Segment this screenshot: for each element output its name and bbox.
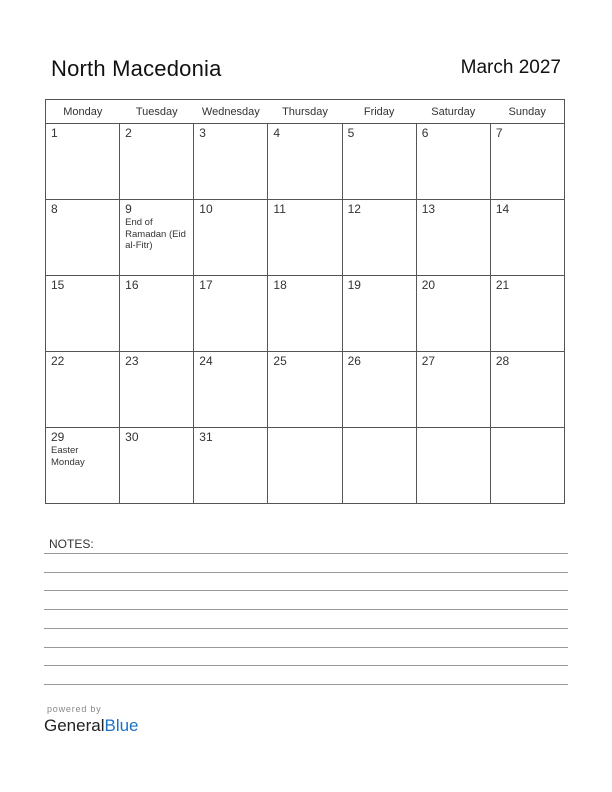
note-line bbox=[44, 572, 568, 573]
day-number: 5 bbox=[347, 126, 355, 140]
day-cell bbox=[46, 352, 120, 428]
day-number: 15 bbox=[51, 278, 65, 292]
day-number: 12 bbox=[347, 202, 361, 216]
day-cell bbox=[342, 428, 416, 504]
day-number: 19 bbox=[347, 278, 361, 292]
day-number: 6 bbox=[421, 126, 429, 140]
day-number: 30 bbox=[125, 430, 139, 444]
day-number: 14 bbox=[495, 202, 510, 216]
day-cell bbox=[120, 352, 194, 428]
day-cell bbox=[268, 428, 342, 504]
day-cell bbox=[120, 124, 194, 200]
week-row bbox=[46, 200, 565, 276]
day-number: 7 bbox=[495, 126, 503, 140]
weekday-header: Wednesday bbox=[194, 100, 268, 124]
day-number: 11 bbox=[273, 202, 286, 216]
weekday-header: Friday bbox=[342, 100, 416, 124]
brand-name-blue: Blue bbox=[104, 716, 139, 735]
day-number: 31 bbox=[199, 430, 213, 444]
day-number: 29 bbox=[51, 430, 65, 444]
day-number: 1 bbox=[51, 126, 58, 140]
note-line bbox=[44, 647, 568, 648]
calendar-month-title: March 2027 bbox=[460, 57, 561, 78]
generalblue-logo bbox=[44, 716, 139, 736]
day-cell bbox=[268, 276, 342, 352]
day-cell bbox=[416, 276, 490, 352]
day-number: 8 bbox=[51, 202, 58, 216]
brand-name-general: General bbox=[44, 716, 105, 735]
day-cell bbox=[416, 352, 490, 428]
week-row bbox=[46, 124, 565, 200]
powered-by-text: powered by bbox=[47, 704, 102, 714]
day-cell bbox=[342, 200, 416, 276]
note-line bbox=[44, 628, 568, 629]
note-line bbox=[44, 553, 568, 554]
day-cell bbox=[120, 276, 194, 352]
day-number: 24 bbox=[199, 354, 213, 368]
day-cell bbox=[416, 200, 490, 276]
day-number: 10 bbox=[199, 202, 213, 216]
day-number: 2 bbox=[125, 126, 132, 140]
week-row bbox=[46, 428, 565, 504]
day-cell bbox=[194, 428, 268, 504]
day-cell bbox=[490, 200, 564, 276]
day-cell bbox=[46, 428, 120, 504]
day-cell bbox=[490, 428, 564, 504]
day-number: 22 bbox=[51, 354, 65, 368]
day-number: 16 bbox=[125, 278, 139, 292]
day-number: 18 bbox=[273, 278, 287, 292]
day-cell bbox=[342, 124, 416, 200]
note-line bbox=[44, 590, 568, 591]
day-number: 13 bbox=[421, 202, 436, 216]
weekday-header: Tuesday bbox=[120, 100, 194, 124]
weekday-header: Sunday bbox=[490, 100, 564, 124]
day-number: 9 bbox=[125, 202, 132, 216]
day-cell bbox=[46, 276, 120, 352]
day-cell bbox=[268, 352, 342, 428]
day-cell bbox=[416, 428, 490, 504]
note-line bbox=[44, 609, 568, 610]
day-cell bbox=[194, 124, 268, 200]
day-number: 25 bbox=[273, 354, 287, 368]
day-cell bbox=[194, 276, 268, 352]
month-calendar-grid bbox=[45, 99, 565, 504]
weekday-header: Thursday bbox=[268, 100, 342, 124]
day-number: 23 bbox=[125, 354, 139, 368]
day-cell bbox=[194, 200, 268, 276]
day-number: 27 bbox=[421, 354, 436, 368]
day-number: 3 bbox=[199, 126, 206, 140]
day-cell bbox=[342, 352, 416, 428]
day-cell bbox=[120, 200, 194, 276]
day-cell bbox=[268, 124, 342, 200]
day-cell bbox=[342, 276, 416, 352]
day-cell bbox=[194, 352, 268, 428]
holiday-label: Easter Monday bbox=[51, 445, 85, 468]
note-line bbox=[44, 684, 568, 685]
day-cell bbox=[490, 352, 564, 428]
day-cell bbox=[46, 200, 120, 276]
day-number: 21 bbox=[495, 278, 510, 292]
day-number: 28 bbox=[495, 354, 510, 368]
week-row bbox=[46, 352, 565, 428]
day-number: 26 bbox=[347, 354, 361, 368]
week-row bbox=[46, 276, 565, 352]
day-cell bbox=[416, 124, 490, 200]
day-number: 4 bbox=[273, 126, 281, 140]
day-number: 20 bbox=[421, 278, 436, 292]
notes-label: NOTES: bbox=[49, 537, 94, 551]
weekday-header: Monday bbox=[46, 100, 120, 124]
day-cell bbox=[490, 276, 564, 352]
day-cell bbox=[46, 124, 120, 200]
day-number: 17 bbox=[199, 278, 213, 292]
note-line bbox=[44, 665, 568, 666]
day-cell bbox=[268, 200, 342, 276]
day-cell bbox=[120, 428, 194, 504]
day-cell bbox=[490, 124, 564, 200]
weekday-header: Saturday bbox=[416, 100, 490, 124]
weekday-header-row bbox=[46, 100, 565, 124]
calendar-country-title: North Macedonia bbox=[51, 56, 222, 81]
holiday-label: End of Ramadan (Eid al-Fitr) bbox=[125, 217, 186, 251]
